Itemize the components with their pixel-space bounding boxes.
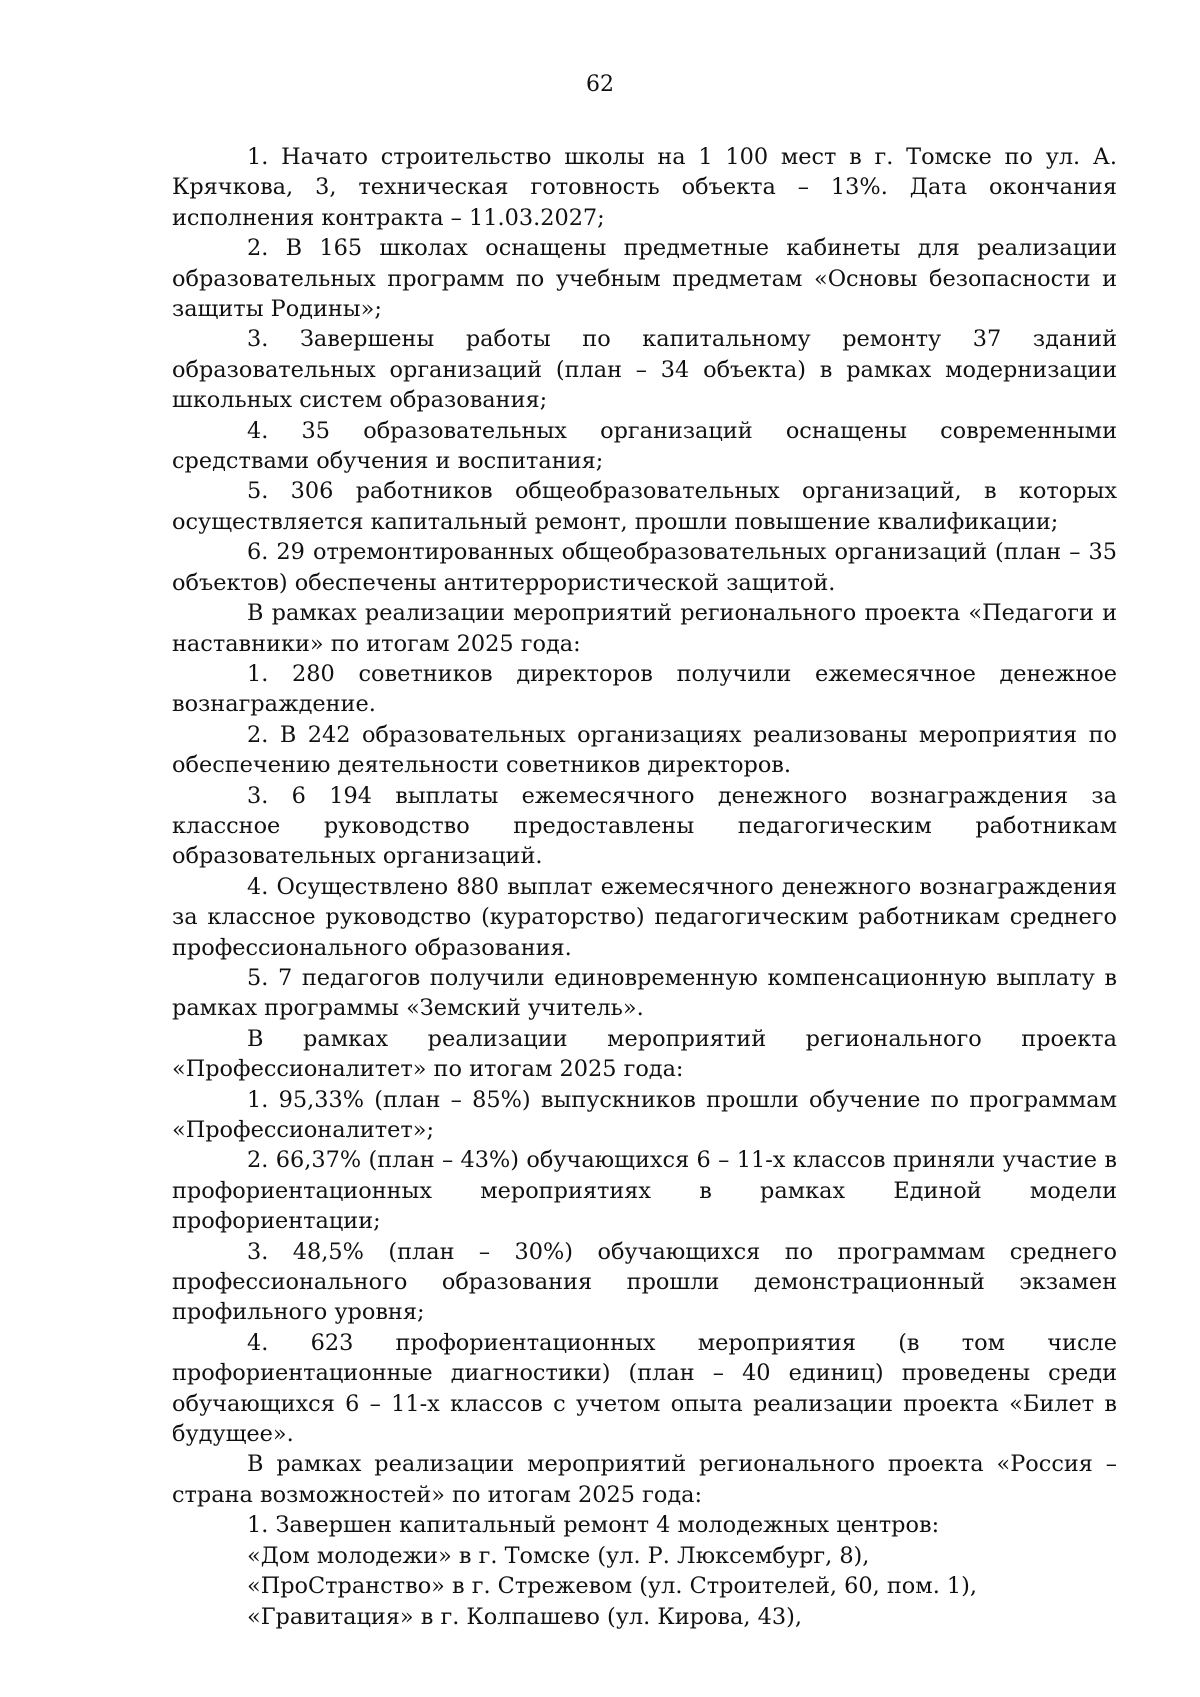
paragraph: 2. В 242 образовательных организациях реализованы мероприятия по обеспечению деятельности советников директоров. <box>172 721 1117 779</box>
paragraph: В рамках реализации мероприятий регионального проекта «Профессионалитет» по итогам 2025 года: <box>172 1025 1117 1083</box>
paragraph: 4. Осуществлено 880 выплат ежемесячного денежного вознаграждения за классное руководство (кураторство) педагогическим работникам среднего профессионального образования. <box>172 873 1117 961</box>
paragraph: 3. Завершены работы по капитальному ремонту 37 зданий образовательных организаций (план – 34 объекта) в рамках модернизации школьных систем образования; <box>172 326 1117 414</box>
list-item: «Дом молодежи» в г. Томске (ул. Р. Люксембург, 8), <box>247 1542 870 1569</box>
paragraph: 5. 7 педагогов получили единовременную компенсационную выплату в рамках программы «Земский учитель». <box>172 964 1117 1022</box>
paragraph: В рамках реализации мероприятий регионального проекта «Педагоги и наставники» по итогам 2025 года: <box>172 600 1117 657</box>
list-item: 1. Завершен капитальный ремонт 4 молодежных центров: <box>247 1512 940 1539</box>
paragraph: 4. 623 профориентационных мероприятия (в том числе профориентационные диагностики) (план – 40 единиц) проведены среди обучающихся 6 – 11-х классов с учетом опыта реализации проекта «Билет в будущее». <box>172 1329 1117 1448</box>
paragraph: 6. 29 отремонтированных общеобразовательных организаций (план – 35 объектов) обеспечены антитеррористической защитой. <box>172 539 1117 596</box>
paragraph: 5. 306 работников общеобразовательных организаций, в которых осуществляется капитальный ремонт, прошли повышение квалификации; <box>172 478 1117 535</box>
list-item: «ПроСтранство» в г. Стрежевом (ул. Строителей, 60, пом. 1), <box>247 1573 978 1600</box>
page-number: 62 <box>586 72 614 97</box>
paragraph: 1. 280 советников директоров получили ежемесячное денежное вознаграждение. <box>172 660 1117 718</box>
paragraph: 2. В 165 школах оснащены предметные кабинеты для реализации образовательных программ по учебным предметам «Основы безопасности и защиты Родины»; <box>172 235 1117 323</box>
list-item: «Гравитация» в г. Колпашево (ул. Кирова, 43), <box>247 1603 802 1630</box>
document-body <box>172 142 1117 1632</box>
paragraph: 1. 95,33% (план – 85%) выпускников прошли обучение по программам «Профессионалитет»; <box>172 1086 1117 1143</box>
paragraph: 3. 6 194 выплаты ежемесячного денежного вознаграждения за классное руководство предоставлены педагогическим работникам образовательных организаций. <box>172 782 1117 870</box>
paragraph: 3. 48,5% (план – 30%) обучающихся по программам среднего профессионального образования прошли демонстрационный экзамен профильного уровня; <box>172 1238 1117 1326</box>
paragraph: 1. Начато строительство школы на 1 100 мест в г. Томске по ул. А. Крячкова, 3, техническая готовность объекта – 13%. Дата окончания исполнения контракта – 11.03.2027; <box>172 144 1117 231</box>
paragraph: 2. 66,37% (план – 43%) обучающихся 6 – 11-х классов приняли участие в профориентационных мероприятиях в рамках Единой модели профориентации; <box>172 1147 1117 1235</box>
paragraph: В рамках реализации мероприятий регионального проекта «Россия – страна возможностей» по итогам 2025 года: <box>172 1451 1117 1508</box>
paragraph: 4. 35 образовательных организаций оснащены современными средствами обучения и воспитания; <box>172 417 1117 475</box>
